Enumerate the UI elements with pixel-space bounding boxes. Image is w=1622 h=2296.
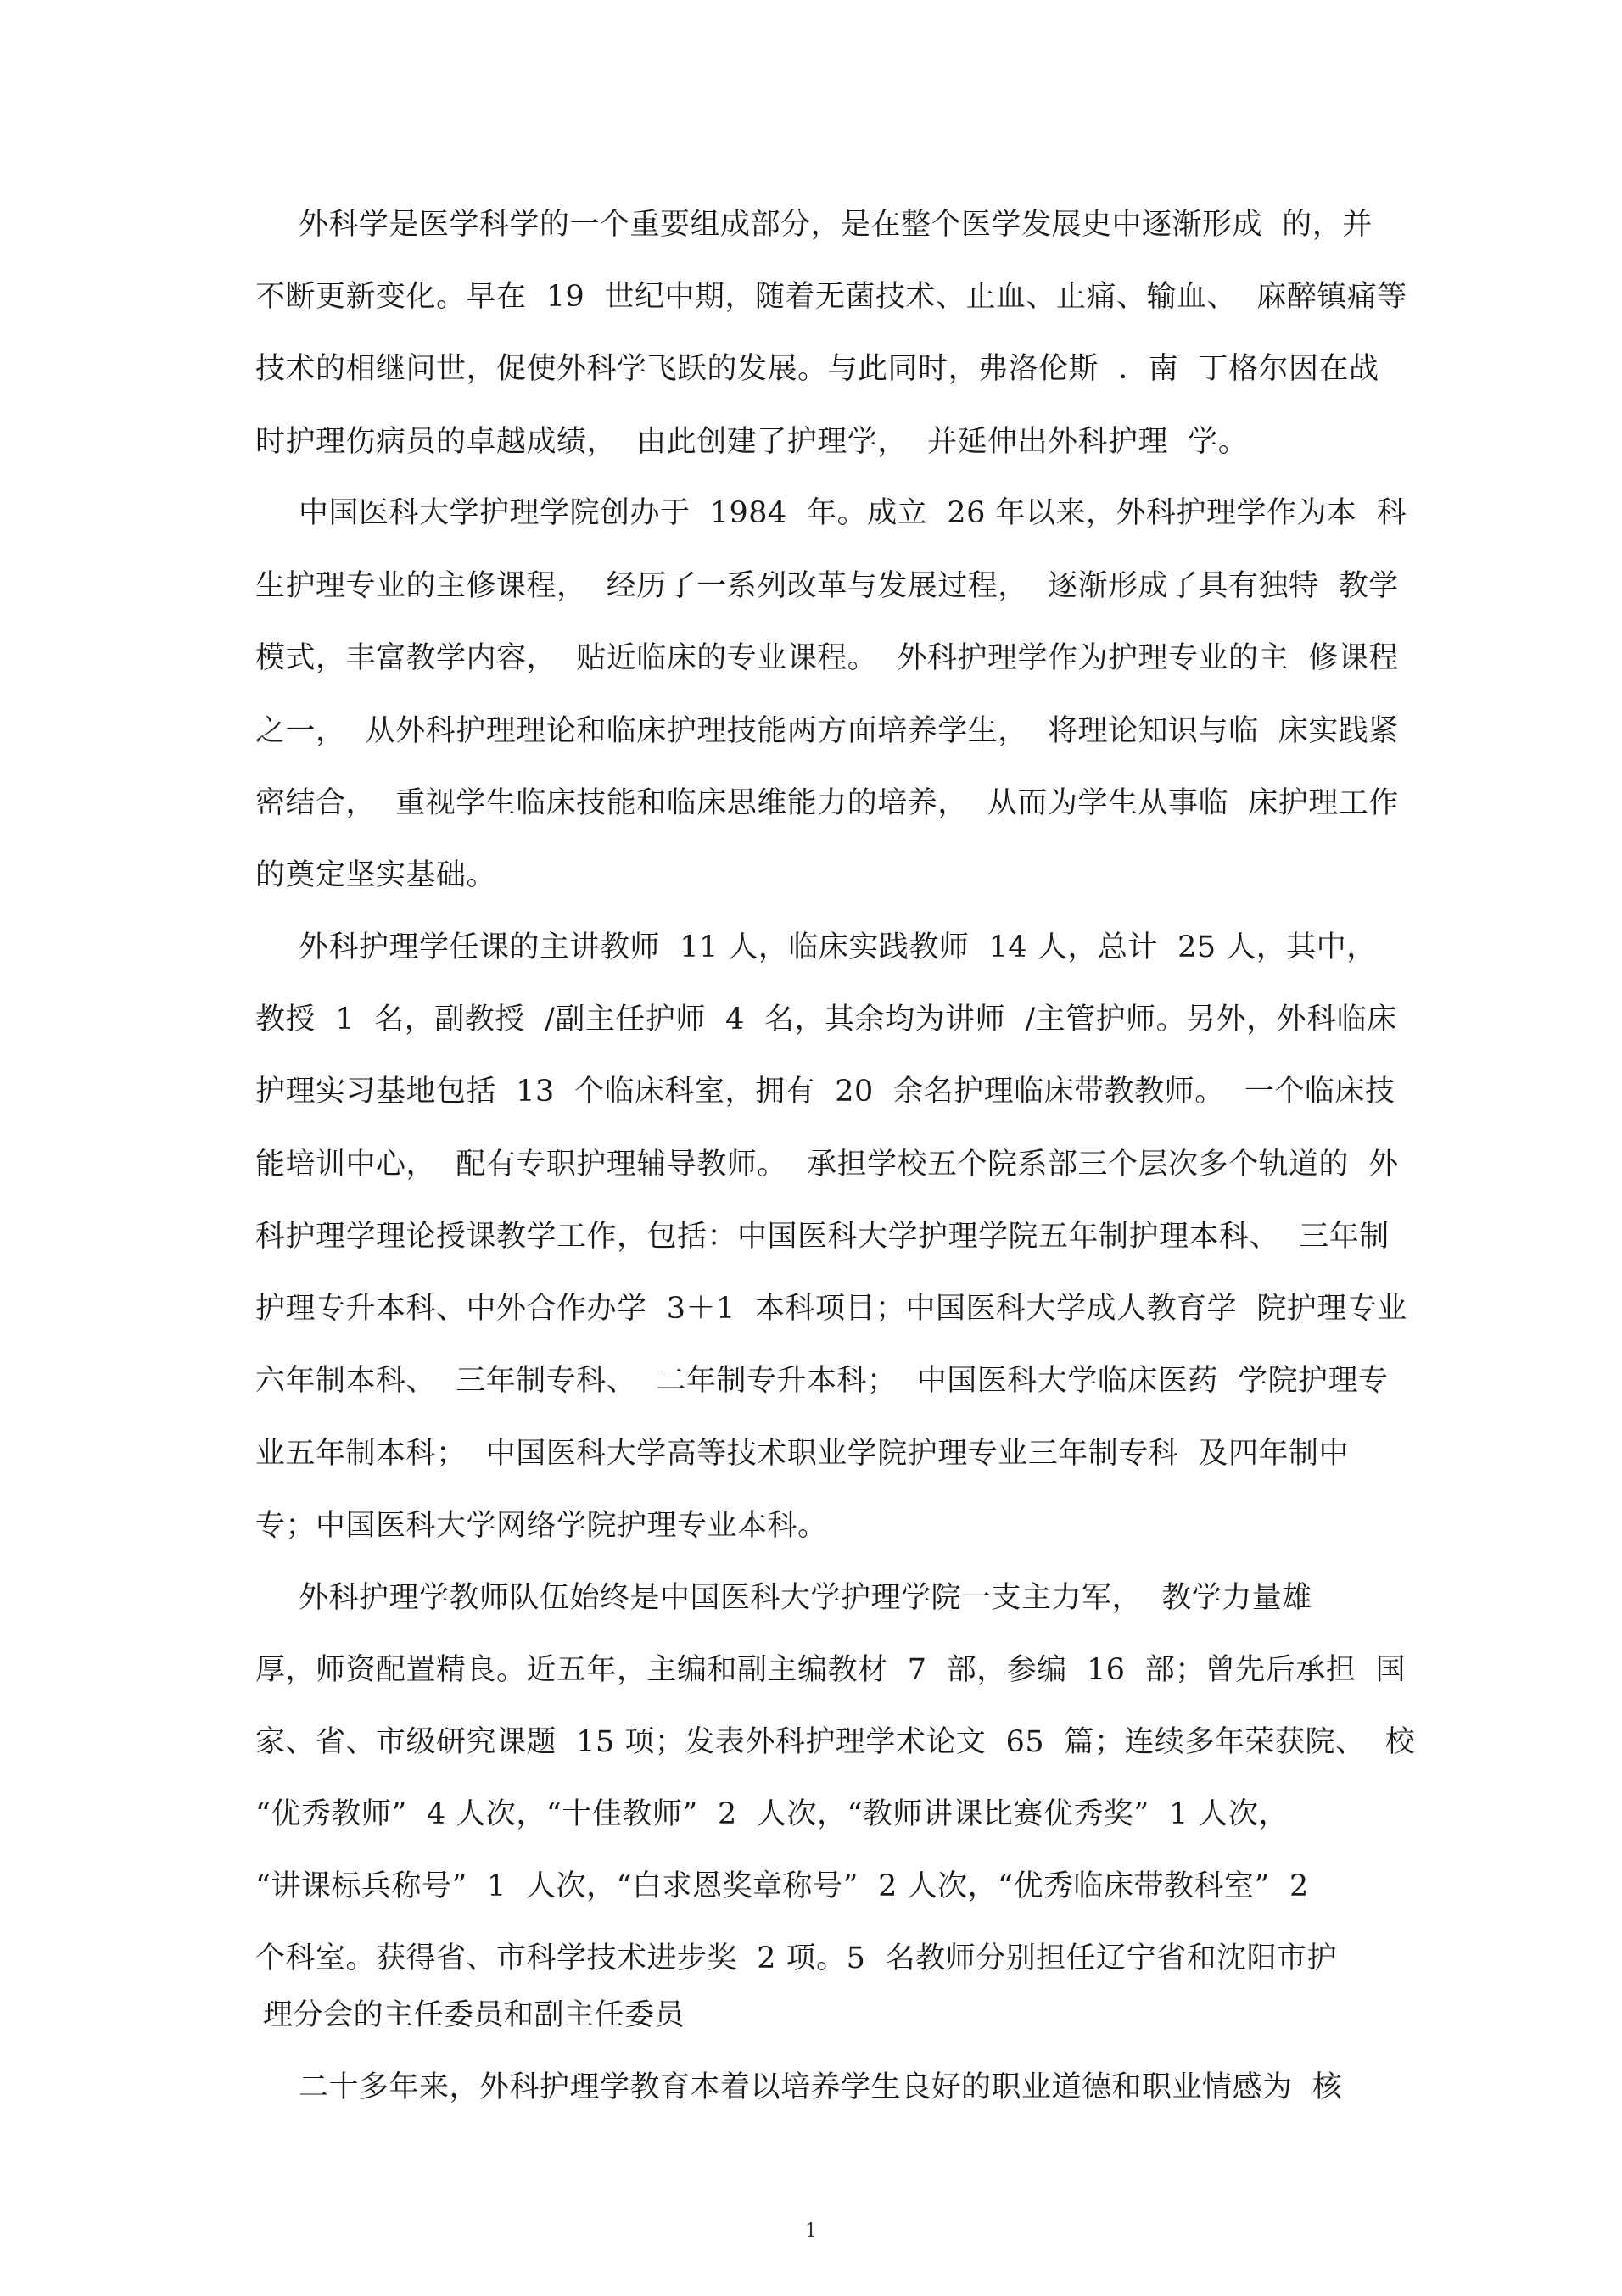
text-line: 六年制本科、 三年制专科、 二年制专升本科； 中国医科大学临床医药 学院护理专 [255, 1364, 1389, 1398]
text-line: 密结合， 重视学生临床技能和临床思维能力的培养， 从而为学生从事临 床护理工作 [255, 786, 1399, 820]
text-line: 模式，丰富教学内容， 贴近临床的专业课程。 外科护理学作为护理专业的主 修课程 [255, 641, 1399, 675]
text-line: 二十多年来，外科护理学教育本着以培养学生良好的职业道德和职业情感为 核 [299, 2070, 1343, 2104]
text-line: 护理实习基地包括 13 个临床科室，拥有 20 余名护理临床带教教师。 一个临床技 [255, 1075, 1395, 1109]
text-line: 技术的相继问世，促使外科学飞跃的发展。与此同时，弗洛伦斯 ．南 丁格尔因在战 [255, 352, 1379, 386]
text-line: 能培训中心， 配有专职护理辅导教师。 承担学校五个院系部三个层次多个轨道的 外 [255, 1148, 1399, 1182]
text-line: 业五年制本科； 中国医科大学高等技术职业学院护理专业三年制专科 及四年制中 [255, 1437, 1350, 1471]
text-line: 理分会的主任委员和副主任委员 [263, 1998, 685, 2032]
text-line: 的奠定坚实基础。 [255, 858, 497, 892]
page-number: 1 [805, 2221, 817, 2242]
text-line: 专；中国医科大学网络学院护理专业本科。 [255, 1509, 828, 1543]
text-line: 厚，师资配置精良。近五年，主编和副主编教材 7 部，参编 16 部；曾先后承担 国 [255, 1653, 1407, 1687]
text-line: 护理专升本科、中外合作办学 3＋1 本科项目；中国医科大学成人教育学 院护理专业 [255, 1292, 1407, 1326]
text-line: 时护理伤病员的卓越成绩， 由此创建了护理学， 并延伸出外科护理 学。 [255, 425, 1249, 459]
text-line: “优秀教师” 4 人次，“十佳教师” 2 人次，“教师讲课比赛优秀奖” 1 人次， [255, 1797, 1289, 1831]
text-line: 教授 1 名，副教授 /副主任护师 4 名，其余均为讲师 /主管护师。另外，外科临床 [255, 1003, 1397, 1036]
text-line: 生护理专业的主修课程， 经历了一系列改革与发展过程， 逐渐形成了具有独特 教学 [255, 569, 1399, 603]
text-line: 科护理学理论授课教学工作，包括：中国医科大学护理学院五年制护理本科、 三年制 [255, 1220, 1390, 1254]
text-line: 外科学是医学科学的一个重要组成部分，是在整个医学发展史中逐渐形成 的，并 [299, 208, 1373, 242]
text-line: 外科护理学任课的主讲教师 11 人，临床实践教师 14 人，总计 25 人，其中， [299, 930, 1377, 964]
text-line: 中国医科大学护理学院创办于 1984 年。成立 26 年以来，外科护理学作为本 科 [299, 496, 1407, 530]
text-line: 个科室。获得省、市科学技术进步奖 2 项。5 名教师分别担任辽宁省和沈阳市护 [255, 1941, 1338, 1975]
text-line: 家、省、市级研究课题 15 项；发表外科护理学术论文 65 篇；连续多年荣获院、 校 [255, 1725, 1416, 1759]
text-line: “讲课标兵称号” 1 人次，“白求恩奖章称号” 2 人次，“优秀临床带教科室” 2 [255, 1869, 1309, 1903]
text-line: 不断更新变化。早在 19 世纪中期，随着无菌技术、止血、止痛、输血、 麻醉镇痛等 [255, 280, 1407, 314]
text-line: 之一， 从外科护理理论和临床护理技能两方面培养学生， 将理论知识与临 床实践紧 [255, 714, 1399, 748]
text-line: 外科护理学教师队伍始终是中国医科大学护理学院一支主力军， 教学力量雄 [299, 1581, 1312, 1615]
